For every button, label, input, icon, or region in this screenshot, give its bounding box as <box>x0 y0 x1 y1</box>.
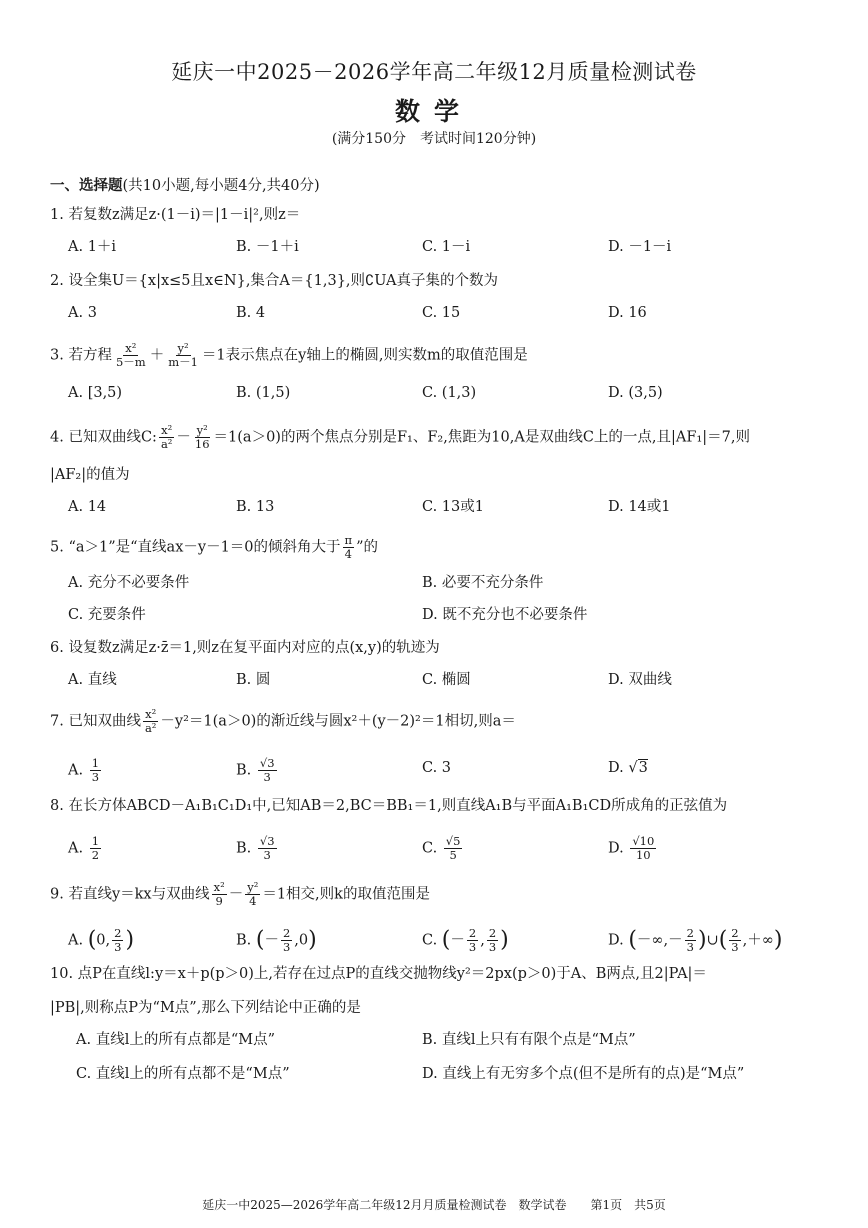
q7-a-label: A. <box>68 762 84 779</box>
q3-option-c[interactable]: C. (1,3) <box>422 385 477 401</box>
q8-c-fraction <box>444 835 463 862</box>
q9-a-den: 3 <box>114 940 122 954</box>
q7-option-a[interactable] <box>68 757 103 784</box>
q7-f-den: a² <box>144 721 157 735</box>
exam-title: 延庆一中2025－2026学年高二年级12月质量检测试卷 <box>171 60 697 84</box>
q6-option-a[interactable]: A. 直线 <box>68 672 117 688</box>
q7-b-fraction <box>258 757 277 784</box>
q1-option-d[interactable]: D. －1－i <box>608 239 672 255</box>
q8-d-num: √10 <box>632 834 655 848</box>
q9-c-num2: 2 <box>488 926 497 940</box>
q5-f-den: 4 <box>344 547 352 561</box>
q7-suffix: －y²＝1(a＞0)的渐近线与圆x²＋(y－2)²＝1相切,则a＝ <box>160 713 516 730</box>
q5-f-num: π <box>344 533 353 547</box>
q9-d-label: D. <box>608 932 624 949</box>
q4-fraction-x <box>159 424 174 451</box>
question-10-stem: 10. 点P在直线l:y＝x＋p(p＞0)上,若存在过点P的直线交抛物线y²＝2px(p＞0)于A、B两点,且2|PA|＝ <box>50 966 707 982</box>
q5-option-b[interactable]: B. 必要不充分条件 <box>422 575 544 591</box>
question-10-stem-line2: |PB|,则称点P为“M点”,那么下列结论中正确的是 <box>50 1000 361 1016</box>
question-4-stem <box>50 424 750 451</box>
q7-a-num: 1 <box>91 756 100 770</box>
q4-f1-den: a² <box>160 437 173 451</box>
q7-fraction <box>143 708 158 735</box>
q3-fraction-x <box>114 342 148 369</box>
q2-option-c[interactable]: C. 15 <box>422 305 461 321</box>
q8-c-label: C. <box>422 840 438 857</box>
q7-option-c[interactable]: C. 3 <box>422 760 452 776</box>
q8-d-label: D. <box>608 840 624 857</box>
q9-f1-num: x² <box>213 880 225 894</box>
q8-b-num: √3 <box>259 834 275 848</box>
q4-prefix: 4. 已知双曲线C: <box>50 429 157 446</box>
q3-option-a[interactable]: A. [3,5) <box>68 385 123 401</box>
q4-f2-num: y² <box>196 423 208 437</box>
q7-d-label: D. <box>608 760 624 776</box>
q8-d-fraction <box>630 835 656 862</box>
q3-fraction-y <box>166 342 200 369</box>
q3-suffix: ＝1表示焦点在y轴上的椭圆,则实数m的取值范围是 <box>201 347 528 364</box>
q7-d-value: 3 <box>638 760 648 776</box>
q7-prefix: 7. 已知双曲线 <box>50 713 141 730</box>
q9-d-union: ∪ <box>706 932 719 949</box>
q9-fraction-y <box>245 881 260 908</box>
q10-option-b[interactable]: B. 直线l上只有有限个点是“M点” <box>422 1032 636 1048</box>
q9-d-fraction-2 <box>729 927 740 954</box>
question-6-stem: 6. 设复数z满足z·z̄＝1,则z在复平面内对应的点(x,y)的轨迹为 <box>50 640 440 656</box>
q8-a-den: 2 <box>91 848 100 862</box>
q10-option-d[interactable]: D. 直线上有无穷多个点(但不是所有的点)是“M点” <box>422 1066 745 1082</box>
q4-minus: － <box>176 429 191 446</box>
q9-d-num1: 2 <box>686 926 694 940</box>
q8-b-label: B. <box>236 840 252 857</box>
q9-c-den2: 3 <box>488 940 497 954</box>
q3-prefix: 3. 若方程 <box>50 347 112 364</box>
q1-option-a[interactable]: A. 1＋i <box>68 239 117 255</box>
q9-d-pre: －∞,－ <box>636 932 683 949</box>
q3-option-d[interactable]: D. (3,5) <box>608 385 663 401</box>
q7-a-den: 3 <box>91 770 100 784</box>
question-1-stem: 1. 若复数z满足z·(1－i)＝|1－i|²,则z＝ <box>50 207 301 223</box>
q7-option-d[interactable]: D. √3 <box>608 760 648 776</box>
q10-option-a[interactable]: A. 直线l上的所有点都是“M点” <box>76 1032 275 1048</box>
q9-d-den1: 3 <box>686 940 694 954</box>
q8-option-b[interactable] <box>236 835 279 862</box>
q9-option-d[interactable]: D. (－∞,－ $\frac{2}{3}$ )∪( $\frac{2}{3}$ ,＋∞) <box>608 926 783 954</box>
q3-f1-num: x² <box>125 341 137 355</box>
q9-minus: － <box>228 886 244 903</box>
q9-c-label: C. <box>422 932 438 949</box>
q9-b-post: ,0 <box>294 932 309 949</box>
q7-a-fraction <box>90 757 101 784</box>
question-9-stem <box>50 881 430 908</box>
subject-title: 数学 <box>394 97 473 126</box>
section-note: (共10小题,每小题4分,共40分) <box>122 178 320 194</box>
q9-d-num2: 2 <box>731 926 739 940</box>
q9-option-b[interactable]: B. (－ $\frac{2}{3}$ ,0) <box>236 926 317 954</box>
q5-suffix: ”的 <box>356 539 379 556</box>
q8-option-a[interactable] <box>68 835 103 862</box>
question-4-stem-line2: |AF₂|的值为 <box>50 467 130 483</box>
q9-fraction-x <box>212 881 227 908</box>
q9-a-label: A. <box>68 932 84 949</box>
q4-f1-num: x² <box>161 423 173 437</box>
q9-a-pre: 0, <box>96 932 111 949</box>
q9-c-num1: 2 <box>468 926 477 940</box>
q4-f2-den: 16 <box>194 437 210 451</box>
q9-prefix: 9. 若直线y＝kx与双曲线 <box>50 886 210 903</box>
q9-f2-num: y² <box>247 880 259 894</box>
q4-suffix: ＝1(a＞0)的两个焦点分别是F₁、F₂,焦距为10,A是双曲线C上的一点,且|AF₁|＝7,则 <box>213 429 750 446</box>
q3-f2-den: m－1 <box>168 355 198 369</box>
q9-a-fraction <box>112 927 123 954</box>
q3-option-b[interactable]: B. (1,5) <box>236 385 291 401</box>
q8-c-den: 5 <box>449 848 457 862</box>
q2-option-a[interactable]: A. 3 <box>68 305 97 321</box>
q3-f2-num: y² <box>177 341 189 355</box>
q8-b-fraction <box>258 835 277 862</box>
q9-b-label: B. <box>236 932 252 949</box>
q9-c-fraction-2 <box>487 927 498 954</box>
section-heading <box>50 174 320 195</box>
q9-b-fraction <box>281 927 292 954</box>
q9-b-den: 3 <box>282 940 291 954</box>
question-2-stem: 2. 设全集U＝{x|x≤5且x∈N},集合A＝{1,3},则∁UA真子集的个数为 <box>50 273 498 289</box>
q7-b-den: 3 <box>263 770 271 784</box>
q9-option-c[interactable]: C. (－ $\frac{2}{3}$ , $\frac{2}{3}$ ) <box>422 926 509 954</box>
q9-f1-den: 9 <box>215 894 223 908</box>
q8-option-d[interactable] <box>608 835 658 862</box>
q4-option-a[interactable]: A. 14 <box>68 499 107 515</box>
q6-option-b[interactable]: B. 圆 <box>236 672 271 688</box>
q9-suffix: ＝1相交,则k的取值范围是 <box>262 886 430 903</box>
q9-c-den1: 3 <box>468 940 477 954</box>
page-footer: 延庆一中2025—2026学年高二年级12月月质量检测试卷 数学试卷 第1页 共5页 <box>202 1198 666 1212</box>
q1-option-b[interactable]: B. －1＋i <box>236 239 299 255</box>
q4-option-d[interactable]: D. 14或1 <box>608 499 671 515</box>
q5-option-c[interactable]: C. 充要条件 <box>68 607 146 623</box>
q6-option-c[interactable]: C. 椭圆 <box>422 672 471 688</box>
q4-option-c[interactable]: C. 13或1 <box>422 499 484 515</box>
q2-option-b[interactable]: B. 4 <box>236 305 266 321</box>
q9-option-a[interactable]: A. (0, $\frac{2}{3}$ ) <box>68 926 135 954</box>
q2-option-d[interactable]: D. 16 <box>608 305 647 321</box>
q7-b-label: B. <box>236 762 252 779</box>
exam-info: (满分150分 考试时间120分钟) <box>331 131 537 147</box>
q5-prefix: 5. “a＞1”是“直线ax－y－1＝0的倾斜角大于 <box>50 539 341 556</box>
q4-option-b[interactable]: B. 13 <box>236 499 275 515</box>
q9-d-fraction-1 <box>685 927 696 954</box>
question-7-stem <box>50 708 516 735</box>
q9-b-num: 2 <box>282 926 291 940</box>
q7-f-num: x² <box>145 707 157 721</box>
q3-plus: ＋ <box>149 347 165 364</box>
q9-a-num: 2 <box>114 926 122 940</box>
q8-option-c[interactable] <box>422 835 464 862</box>
q7-b-num: √3 <box>259 756 275 770</box>
q8-b-den: 3 <box>263 848 271 862</box>
q4-fraction-y <box>193 424 212 451</box>
section-title: 一、选择题 <box>50 177 123 194</box>
q6-option-d[interactable]: D. 双曲线 <box>608 672 672 688</box>
q8-a-num: 1 <box>91 834 100 848</box>
q5-option-d[interactable]: D. 既不充分也不必要条件 <box>422 607 588 623</box>
q10-option-c[interactable]: C. 直线l上的所有点都不是“M点” <box>76 1066 290 1082</box>
q5-option-a[interactable]: A. 充分不必要条件 <box>68 575 190 591</box>
question-5-stem <box>50 534 378 561</box>
q8-a-label: A. <box>68 840 84 857</box>
q9-c-fraction-1 <box>467 927 478 954</box>
q1-option-c[interactable]: C. 1－i <box>422 239 471 255</box>
q9-d-den2: 3 <box>731 940 739 954</box>
question-3-stem <box>50 342 528 369</box>
q3-f1-den: 5－m <box>115 355 146 369</box>
q8-c-num: √5 <box>445 834 461 848</box>
q8-d-den: 10 <box>635 848 651 862</box>
q7-option-b[interactable] <box>236 757 279 784</box>
question-8-stem: 8. 在长方体ABCD－A₁B₁C₁D₁中,已知AB＝2,BC＝BB₁＝1,则直线A₁B与平面A₁B₁CD所成角的正弦值为 <box>50 798 728 814</box>
q9-f2-den: 4 <box>249 894 257 908</box>
q9-d-post: ,＋∞ <box>742 932 774 949</box>
q8-a-fraction <box>90 835 101 862</box>
q5-fraction-pi <box>343 534 355 561</box>
